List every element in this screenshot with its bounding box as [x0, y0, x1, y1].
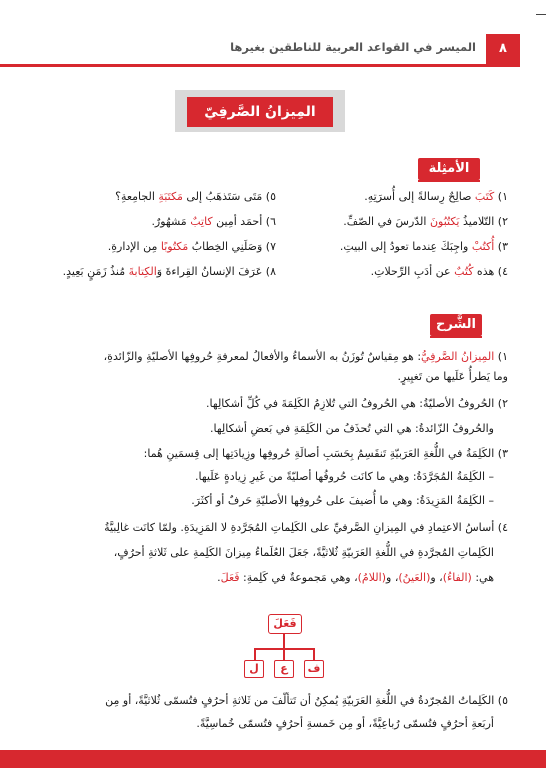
explanation-heading: الشَّرح	[430, 314, 482, 336]
examples-heading: الأمثِلة	[418, 158, 480, 180]
examples-heading-underline	[418, 180, 480, 182]
explanation-5-line-1: ٥) الكَلِماتُ المُجرّدةُ في اللُّغةِ العَرَبيّةِ يُمكِنُ أن تَتألّفَ من ثَلاثةِ أحرُفٍ فتُسمّى ثُلاثيَّةً، أو مِن	[105, 694, 508, 707]
page-number: ٨	[486, 34, 520, 64]
explanation-4-line-3: هي: (الفاءُ)، و(العَينُ)، و(اللامُ)، وهي مَجموعةٌ في كَلِمةِ: فَعَلَ.	[217, 571, 494, 584]
lesson-title: المِيزانُ الصَّرفِيّ	[187, 97, 333, 127]
explanation-2-line-2: والحُروفُ الزّائدةُ: هي التي تُحذَفُ من الكَلِمَةِ في بَعضِ أشكالِها.	[209, 422, 494, 435]
explanation-heading-underline	[430, 336, 482, 338]
scale-letter-fa: ف	[304, 660, 324, 678]
book-title: الميسر في القواعد العربية للناطقين بغيرها	[230, 40, 476, 54]
footer-bar	[0, 750, 546, 768]
example-1: ١) كَتَبَ صالِحٌ رِسالةً إلى أُسرَتِهِ.	[364, 190, 508, 203]
morphological-scale-diagram	[244, 614, 324, 680]
explanation-1-line-2: وما يَطرأُ عَلَيها من تَغيِيرٍ.	[397, 370, 508, 383]
scale-leg-middle	[283, 648, 285, 660]
example-7: ٧) وَصَلَنِي الخِطابُ مَكتُوبًا مِن الإدارةِ.	[107, 240, 276, 253]
lesson-title-frame	[175, 90, 345, 132]
explanation-3-line-3: – الكَلِمَةُ المَزِيدَةُ: وهي ما أُضيفَ على حُروفِها الأصليّةِ حَرفٌ أو أكثَرَ.	[191, 494, 494, 507]
example-8: ٨) عَرَفَ الإنسانُ القِراءةَ وَالكِتابةَ مُنذُ زَمَنٍ بَعِيدٍ.	[62, 265, 276, 278]
explanation-5-line-2: أربَعةِ أحرُفٍ فتُسمّى رُباعِيَّةً، أو مِن خَمسةِ أحرُفٍ فتُسمّى خُماسِيَّةً.	[196, 717, 494, 730]
scale-leg-left	[254, 648, 256, 660]
page-header	[0, 34, 520, 67]
explanation-4-line-2: الكَلِماتِ المُجرَّدةِ في اللُّغةِ العَرَبيّةِ ثُلاثيَّةً، جَعَلَ العُلَماءُ مِيزانَ الكَلِمةِ على ثَلاثةِ أحرُفٍ،	[113, 546, 494, 559]
scale-stem	[283, 634, 285, 648]
explanation-4-line-1: ٤) أساسُ الاعتِمادِ في المِيزانِ الصَّرفيِّ على الكَلِماتِ المُجَرَّدةِ لا المَزِيدَةِ. ولمّا كانَت غالِبيَّةُ	[104, 521, 508, 534]
crop-mark	[536, 14, 546, 15]
example-2: ٢) التّلاميذُ يَكتُبُونَ الدّرسَ في الصّفِّ.	[343, 215, 508, 228]
example-4: ٤) هذه كُتُبٌ عن أدَبِ الرِّحلاتِ.	[370, 265, 508, 278]
example-6: ٦) أحمَد أمِين كاتِبٌ مَشهُورٌ.	[151, 215, 276, 228]
explanation-3-line-1: ٣) الكَلِمَةُ في اللُّغةِ العَرَبيّةِ تَنقَسِمُ بِحَسَبِ أصالَةِ حُروفِها وزِيادَتِها إلى قِسمَينِ هُما:	[143, 447, 508, 460]
scale-letter-lam: ل	[244, 660, 264, 678]
explanation-2-line-1: ٢) الحُروفُ الأصليّةُ: هي الحُروفُ التي تُلازِمُ الكَلِمَةَ في كُلِّ أشكالِها.	[206, 397, 508, 410]
explanation-1-line-1: ١) المِيزانُ الصَّرفِيُّ: هو مِقياسٌ تُوزَنُ به الأسماءُ والأفعالُ لمعرفةِ حُروفِها الأصليّةِ والزّائدةِ،	[103, 350, 508, 363]
example-5: ٥) مَتَى سَتَذهَبُ إلى مَكتَبَةِ الجامِعةِ؟	[115, 190, 276, 203]
example-3: ٣) أُكتُبْ واجِبَكَ عِندما تعودُ إلى البيتِ.	[339, 240, 508, 253]
scale-leg-right	[313, 648, 315, 660]
scale-word: فَعَلَ	[268, 614, 302, 634]
scale-letter-ain: ع	[274, 660, 294, 678]
explanation-3-line-2: – الكَلِمَةُ المُجَرَّدَةُ: وهي ما كانَت حُروفُها أصليّةً من غَيرِ زِيادةٍ عَلَيها.	[195, 470, 494, 483]
